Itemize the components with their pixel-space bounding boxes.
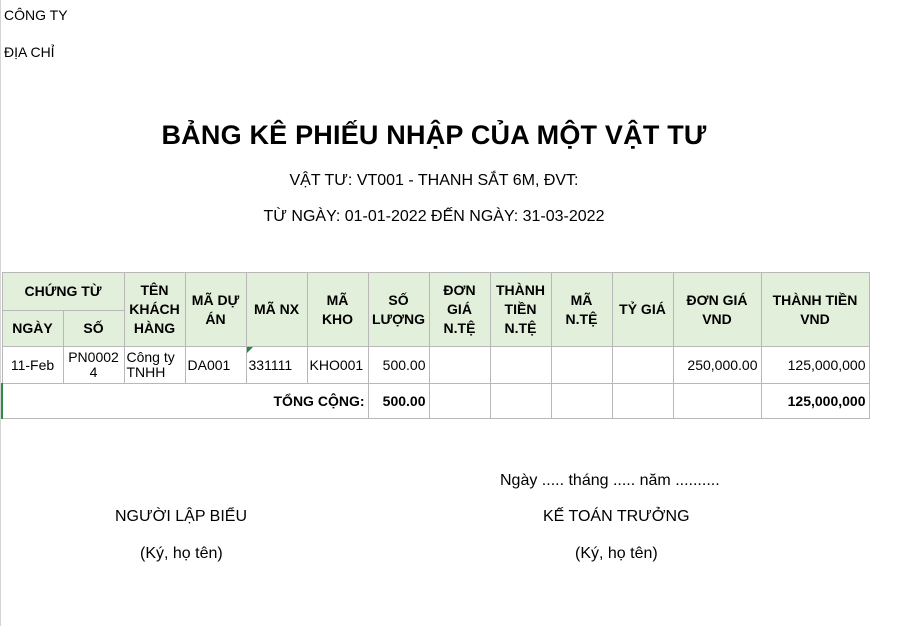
company-label: CÔNG TY — [4, 7, 68, 23]
total-unit-price-vnd[interactable] — [673, 384, 761, 419]
sign-date-line: Ngày ..... tháng ..... năm .......... — [500, 472, 720, 489]
report-table — [1, 272, 870, 419]
header-warehouse: MÃ KHO — [307, 273, 368, 347]
header-nx: MÃ NX — [246, 273, 307, 347]
total-amount-fc[interactable] — [490, 384, 551, 419]
cell-quantity[interactable]: 500.00 — [368, 347, 429, 384]
cell-currency[interactable] — [551, 347, 612, 384]
header-rate: TỶ GIÁ — [612, 273, 673, 347]
header-number: SỐ — [63, 311, 124, 347]
header-unit-price-fc: ĐƠN GIÁ N.TỆ — [429, 273, 490, 347]
total-quantity[interactable]: 500.00 — [368, 384, 429, 419]
cell-number[interactable]: PN00024 — [63, 347, 124, 384]
header-amount-vnd: THÀNH TIỀN VND — [761, 273, 869, 347]
header-date: NGÀY — [2, 311, 63, 347]
cell-unit-price-vnd[interactable]: 250,000.00 — [673, 347, 761, 384]
cell-date[interactable]: 11-Feb — [2, 347, 63, 384]
total-row — [2, 384, 869, 419]
chief-sign-note: (Ký, họ tên) — [575, 545, 658, 562]
total-unit-price-fc[interactable] — [429, 384, 490, 419]
cell-warehouse[interactable]: KHO001 — [307, 347, 368, 384]
table-row — [2, 347, 869, 384]
cell-amount-vnd[interactable]: 125,000,000 — [761, 347, 869, 384]
material-line: VẬT TƯ: VT001 - THANH SẮT 6M, ĐVT: — [289, 172, 579, 189]
cell-nx[interactable]: 331111 — [246, 347, 307, 384]
cell-project[interactable]: DA001 — [185, 347, 246, 384]
total-currency[interactable] — [551, 384, 612, 419]
total-amount-vnd[interactable]: 125,000,000 — [761, 384, 869, 419]
header-currency: MÃ N.TỆ — [551, 273, 612, 347]
cell-rate[interactable] — [612, 347, 673, 384]
header-amount-fc: THÀNH TIỀN N.TỆ — [490, 273, 551, 347]
cell-customer[interactable]: Công ty TNHH — [124, 347, 185, 384]
header-customer: TÊN KHÁCH HÀNG — [124, 273, 185, 347]
total-label[interactable]: TỔNG CỘNG: — [2, 384, 368, 419]
period-line: TỪ NGÀY: 01-01-2022 ĐẾN NGÀY: 31-03-2022 — [263, 208, 605, 225]
maker-sign-note: (Ký, họ tên) — [140, 545, 223, 562]
header-voucher: CHỨNG TỪ — [2, 273, 124, 311]
report-title: BẢNG KÊ PHIẾU NHẬP CỦA MỘT VẬT TƯ — [161, 120, 707, 150]
chief-accountant-title: KẾ TOÁN TRƯỞNG — [543, 508, 690, 525]
total-rate[interactable] — [612, 384, 673, 419]
cell-amount-fc[interactable] — [490, 347, 551, 384]
header-project: MÃ DỰ ÁN — [185, 273, 246, 347]
header-unit-price-vnd: ĐƠN GIÁ VND — [673, 273, 761, 347]
header-quantity: SỐ LƯỢNG — [368, 273, 429, 347]
maker-title: NGƯỜI LẬP BIỂU — [115, 508, 248, 525]
cell-unit-price-fc[interactable] — [429, 347, 490, 384]
header-row-1 — [2, 273, 869, 311]
address-label: ĐỊA CHỈ — [4, 44, 55, 60]
